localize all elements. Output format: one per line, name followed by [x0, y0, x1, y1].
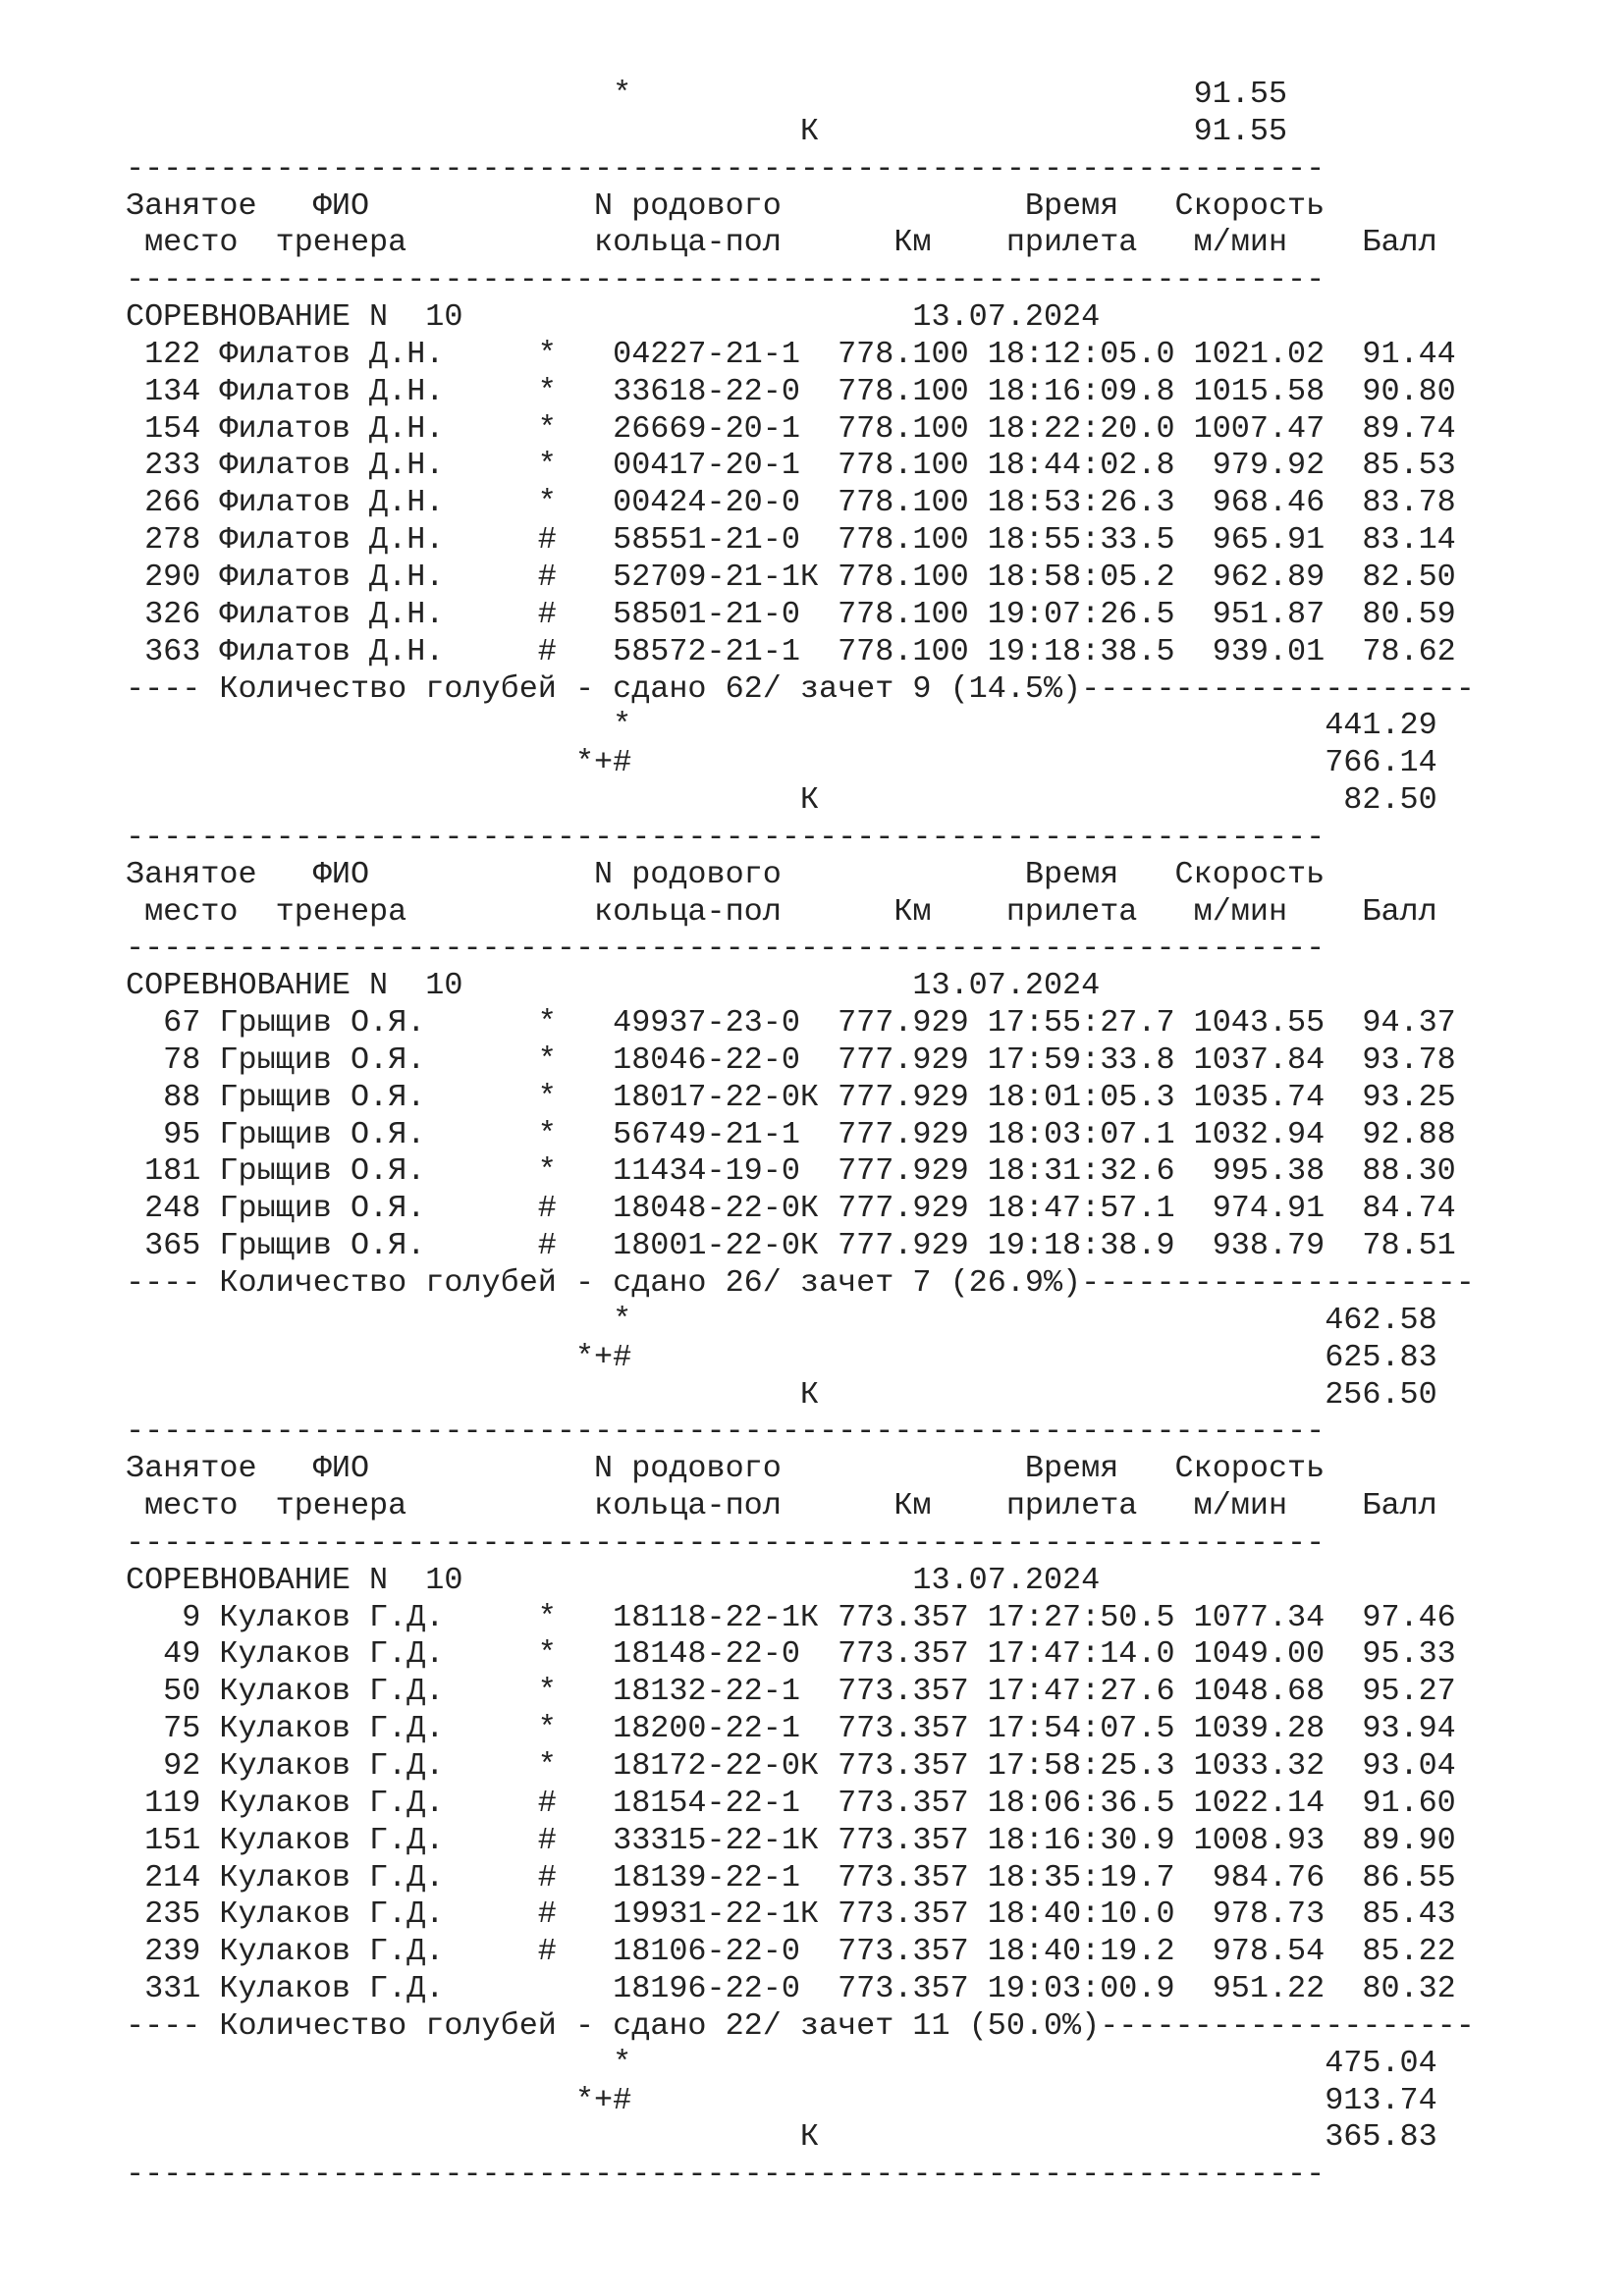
report-line: 326 Филатов Д.Н. # 58501-21-0 778.100 19:07:26.5 951.87 80.59	[126, 596, 1456, 632]
report-line: 92 Кулаков Г.Д. * 18172-22-0К 773.357 17:58:25.3 1033.32 93.04	[126, 1747, 1456, 1784]
report-line: 248 Грыщив О.Я. # 18048-22-0К 777.929 18:47:57.1 974.91 84.74	[126, 1191, 1456, 1227]
report-line: 233 Филатов Д.Н. * 00417-20-1 778.100 18:44:02.8 979.92 85.53	[126, 448, 1456, 484]
report-line: ----------------------------------------------------------------	[126, 819, 1326, 855]
report-line: ---- Количество голубей - сдано 62/ зачет 9 (14.5%)---------------------	[126, 670, 1475, 707]
report-line: 235 Кулаков Г.Д. # 19931-22-1К 773.357 18:40:10.0 978.73 85.43	[126, 1896, 1456, 1933]
report-line: 95 Грыщив О.Я. * 56749-21-1 777.929 18:03:07.1 1032.94 92.88	[126, 1116, 1456, 1152]
report-line: место тренера кольца-пол Км прилета м/мин Балл	[126, 893, 1437, 930]
report-line: * 441.29	[126, 708, 1437, 744]
report-line: место тренера кольца-пол Км прилета м/мин Балл	[126, 225, 1437, 261]
report-line: 78 Грыщив О.Я. * 18046-22-0 777.929 17:59:33.8 1037.84 93.78	[126, 1041, 1456, 1078]
report-line: * 475.04	[126, 2045, 1437, 2081]
report-line: ---- Количество голубей - сдано 26/ зачет 7 (26.9%)---------------------	[126, 1265, 1475, 1301]
report-line: 9 Кулаков Г.Д. * 18118-22-1К 773.357 17:27:50.5 1077.34 97.46	[126, 1599, 1456, 1635]
results-report	[126, 77, 1559, 2194]
report-line: К 82.50	[126, 782, 1437, 819]
report-line: СОРЕВНОВАНИЕ N 10 13.07.2024	[126, 968, 1101, 1004]
report-line: ---- Количество голубей - сдано 22/ зачет 11 (50.0%)--------------------	[126, 2007, 1475, 2044]
report-line: 67 Грыщив О.Я. * 49937-23-0 777.929 17:55:27.7 1043.55 94.37	[126, 1005, 1456, 1041]
report-line: К 365.83	[126, 2119, 1437, 2156]
report-line: Занятое ФИО N родового Время Скорость	[126, 187, 1326, 224]
report-line: 181 Грыщив О.Я. * 11434-19-0 777.929 18:31:32.6 995.38 88.30	[126, 1153, 1456, 1190]
report-line: 134 Филатов Д.Н. * 33618-22-0 778.100 18:16:09.8 1015.58 90.80	[126, 373, 1456, 409]
report-line: ----------------------------------------------------------------	[126, 2157, 1326, 2193]
report-line: К 256.50	[126, 1376, 1437, 1413]
report-line: К 91.55	[126, 113, 1288, 149]
report-line: СОРЕВНОВАНИЕ N 10 13.07.2024	[126, 299, 1101, 336]
report-line: * 462.58	[126, 1302, 1437, 1338]
report-line: 119 Кулаков Г.Д. # 18154-22-1 773.357 18:06:36.5 1022.14 91.60	[126, 1785, 1456, 1821]
report-line: 365 Грыщив О.Я. # 18001-22-0К 777.929 19:18:38.9 938.79 78.51	[126, 1228, 1456, 1264]
report-line: Занятое ФИО N родового Время Скорость	[126, 856, 1326, 892]
report-line: * 91.55	[126, 77, 1288, 112]
report-line: 50 Кулаков Г.Д. * 18132-22-1 773.357 17:47:27.6 1048.68 95.27	[126, 1674, 1456, 1710]
report-line: ----------------------------------------------------------------	[126, 1524, 1326, 1561]
report-line: 75 Кулаков Г.Д. * 18200-22-1 773.357 17:54:07.5 1039.28 93.94	[126, 1711, 1456, 1747]
report-line: ----------------------------------------------------------------	[126, 150, 1326, 187]
report-line: 331 Кулаков Г.Д. 18196-22-0 773.357 19:03:00.9 951.22 80.32	[126, 1971, 1456, 2007]
report-line: 88 Грыщив О.Я. * 18017-22-0К 777.929 18:01:05.3 1035.74 93.25	[126, 1079, 1456, 1115]
report-line: 154 Филатов Д.Н. * 26669-20-1 778.100 18:22:20.0 1007.47 89.74	[126, 410, 1456, 447]
report-line: ----------------------------------------------------------------	[126, 931, 1326, 967]
report-line: *+# 913.74	[126, 2082, 1437, 2118]
report-line: *+# 625.83	[126, 1339, 1437, 1375]
report-line: *+# 766.14	[126, 745, 1437, 781]
report-line: ----------------------------------------------------------------	[126, 262, 1326, 298]
report-line: 239 Кулаков Г.Д. # 18106-22-0 773.357 18:40:19.2 978.54 85.22	[126, 1934, 1456, 1970]
report-line: СОРЕВНОВАНИЕ N 10 13.07.2024	[126, 1562, 1101, 1598]
report-line: 49 Кулаков Г.Д. * 18148-22-0 773.357 17:47:14.0 1049.00 95.33	[126, 1636, 1456, 1673]
report-line: 290 Филатов Д.Н. # 52709-21-1К 778.100 18:58:05.2 962.89 82.50	[126, 559, 1456, 595]
report-line: 214 Кулаков Г.Д. # 18139-22-1 773.357 18:35:19.7 984.76 86.55	[126, 1859, 1456, 1896]
report-line: Занятое ФИО N родового Время Скорость	[126, 1451, 1326, 1487]
report-line: ----------------------------------------------------------------	[126, 1414, 1326, 1450]
report-line: 363 Филатов Д.Н. # 58572-21-1 778.100 19:18:38.5 939.01 78.62	[126, 633, 1456, 669]
report-line: 151 Кулаков Г.Д. # 33315-22-1К 773.357 18:16:30.9 1008.93 89.90	[126, 1822, 1456, 1858]
report-line: 122 Филатов Д.Н. * 04227-21-1 778.100 18:12:05.0 1021.02 91.44	[126, 336, 1456, 372]
report-line: 266 Филатов Д.Н. * 00424-20-0 778.100 18:53:26.3 968.46 83.78	[126, 485, 1456, 521]
report-line: 278 Филатов Д.Н. # 58551-21-0 778.100 18:55:33.5 965.91 83.14	[126, 522, 1456, 559]
report-line: место тренера кольца-пол Км прилета м/мин Балл	[126, 1488, 1437, 1524]
